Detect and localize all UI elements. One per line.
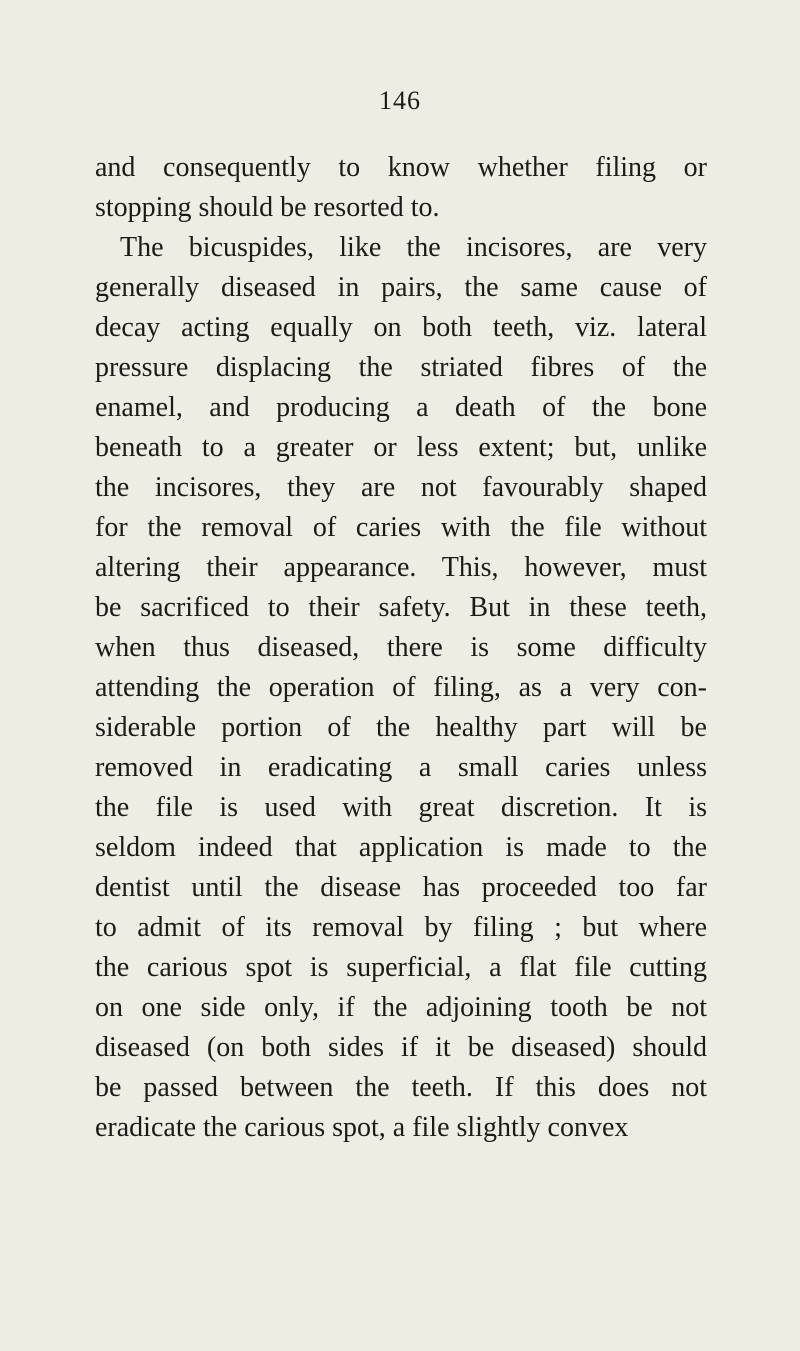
text-line: and consequently to know whether filing or xyxy=(95,152,707,183)
text-line: stopping should be resorted to. xyxy=(95,192,440,223)
text-line: on one side only, if the adjoining tooth be not xyxy=(95,992,707,1023)
body-text xyxy=(95,148,707,1148)
text-line: dentist until the disease has proceeded too far xyxy=(95,872,707,903)
text-line: be passed between the teeth. If this does not xyxy=(95,1072,707,1103)
text-line: removed in eradicating a small caries unless xyxy=(95,752,707,783)
text-line: eradicate the carious spot, a file slightly convex xyxy=(95,1112,629,1143)
text-line: decay acting equally on both teeth, viz. lateral xyxy=(95,312,707,343)
text-line: altering their appearance. This, however, must xyxy=(95,552,707,583)
text-line: to admit of its removal by filing ; but where xyxy=(95,912,707,943)
text-line: siderable portion of the healthy part will be xyxy=(95,712,707,743)
text-line: generally diseased in pairs, the same cause of xyxy=(95,272,707,303)
page-number: 146 xyxy=(379,86,421,115)
text-line: enamel, and producing a death of the bone xyxy=(95,392,707,423)
text-line: diseased (on both sides if it be diseased) should xyxy=(95,1032,707,1063)
text-line: be sacrificed to their safety. But in these teeth, xyxy=(95,592,707,623)
text-line: seldom indeed that application is made to the xyxy=(95,832,707,863)
text-line: the carious spot is superficial, a flat file cutting xyxy=(95,952,707,983)
text-line: beneath to a greater or less extent; but, unlike xyxy=(95,432,707,463)
text-line: attending the operation of filing, as a very con- xyxy=(95,672,707,703)
text-line: when thus diseased, there is some difficulty xyxy=(95,632,707,663)
text-line: the file is used with great discretion. It is xyxy=(95,792,707,823)
text-line: pressure displacing the striated fibres of the xyxy=(95,352,707,383)
text-line: The bicuspides, like the incisores, are very xyxy=(120,232,707,263)
text-line: for the removal of caries with the file without xyxy=(95,512,707,543)
text-line: the incisores, they are not favourably shaped xyxy=(95,472,707,503)
